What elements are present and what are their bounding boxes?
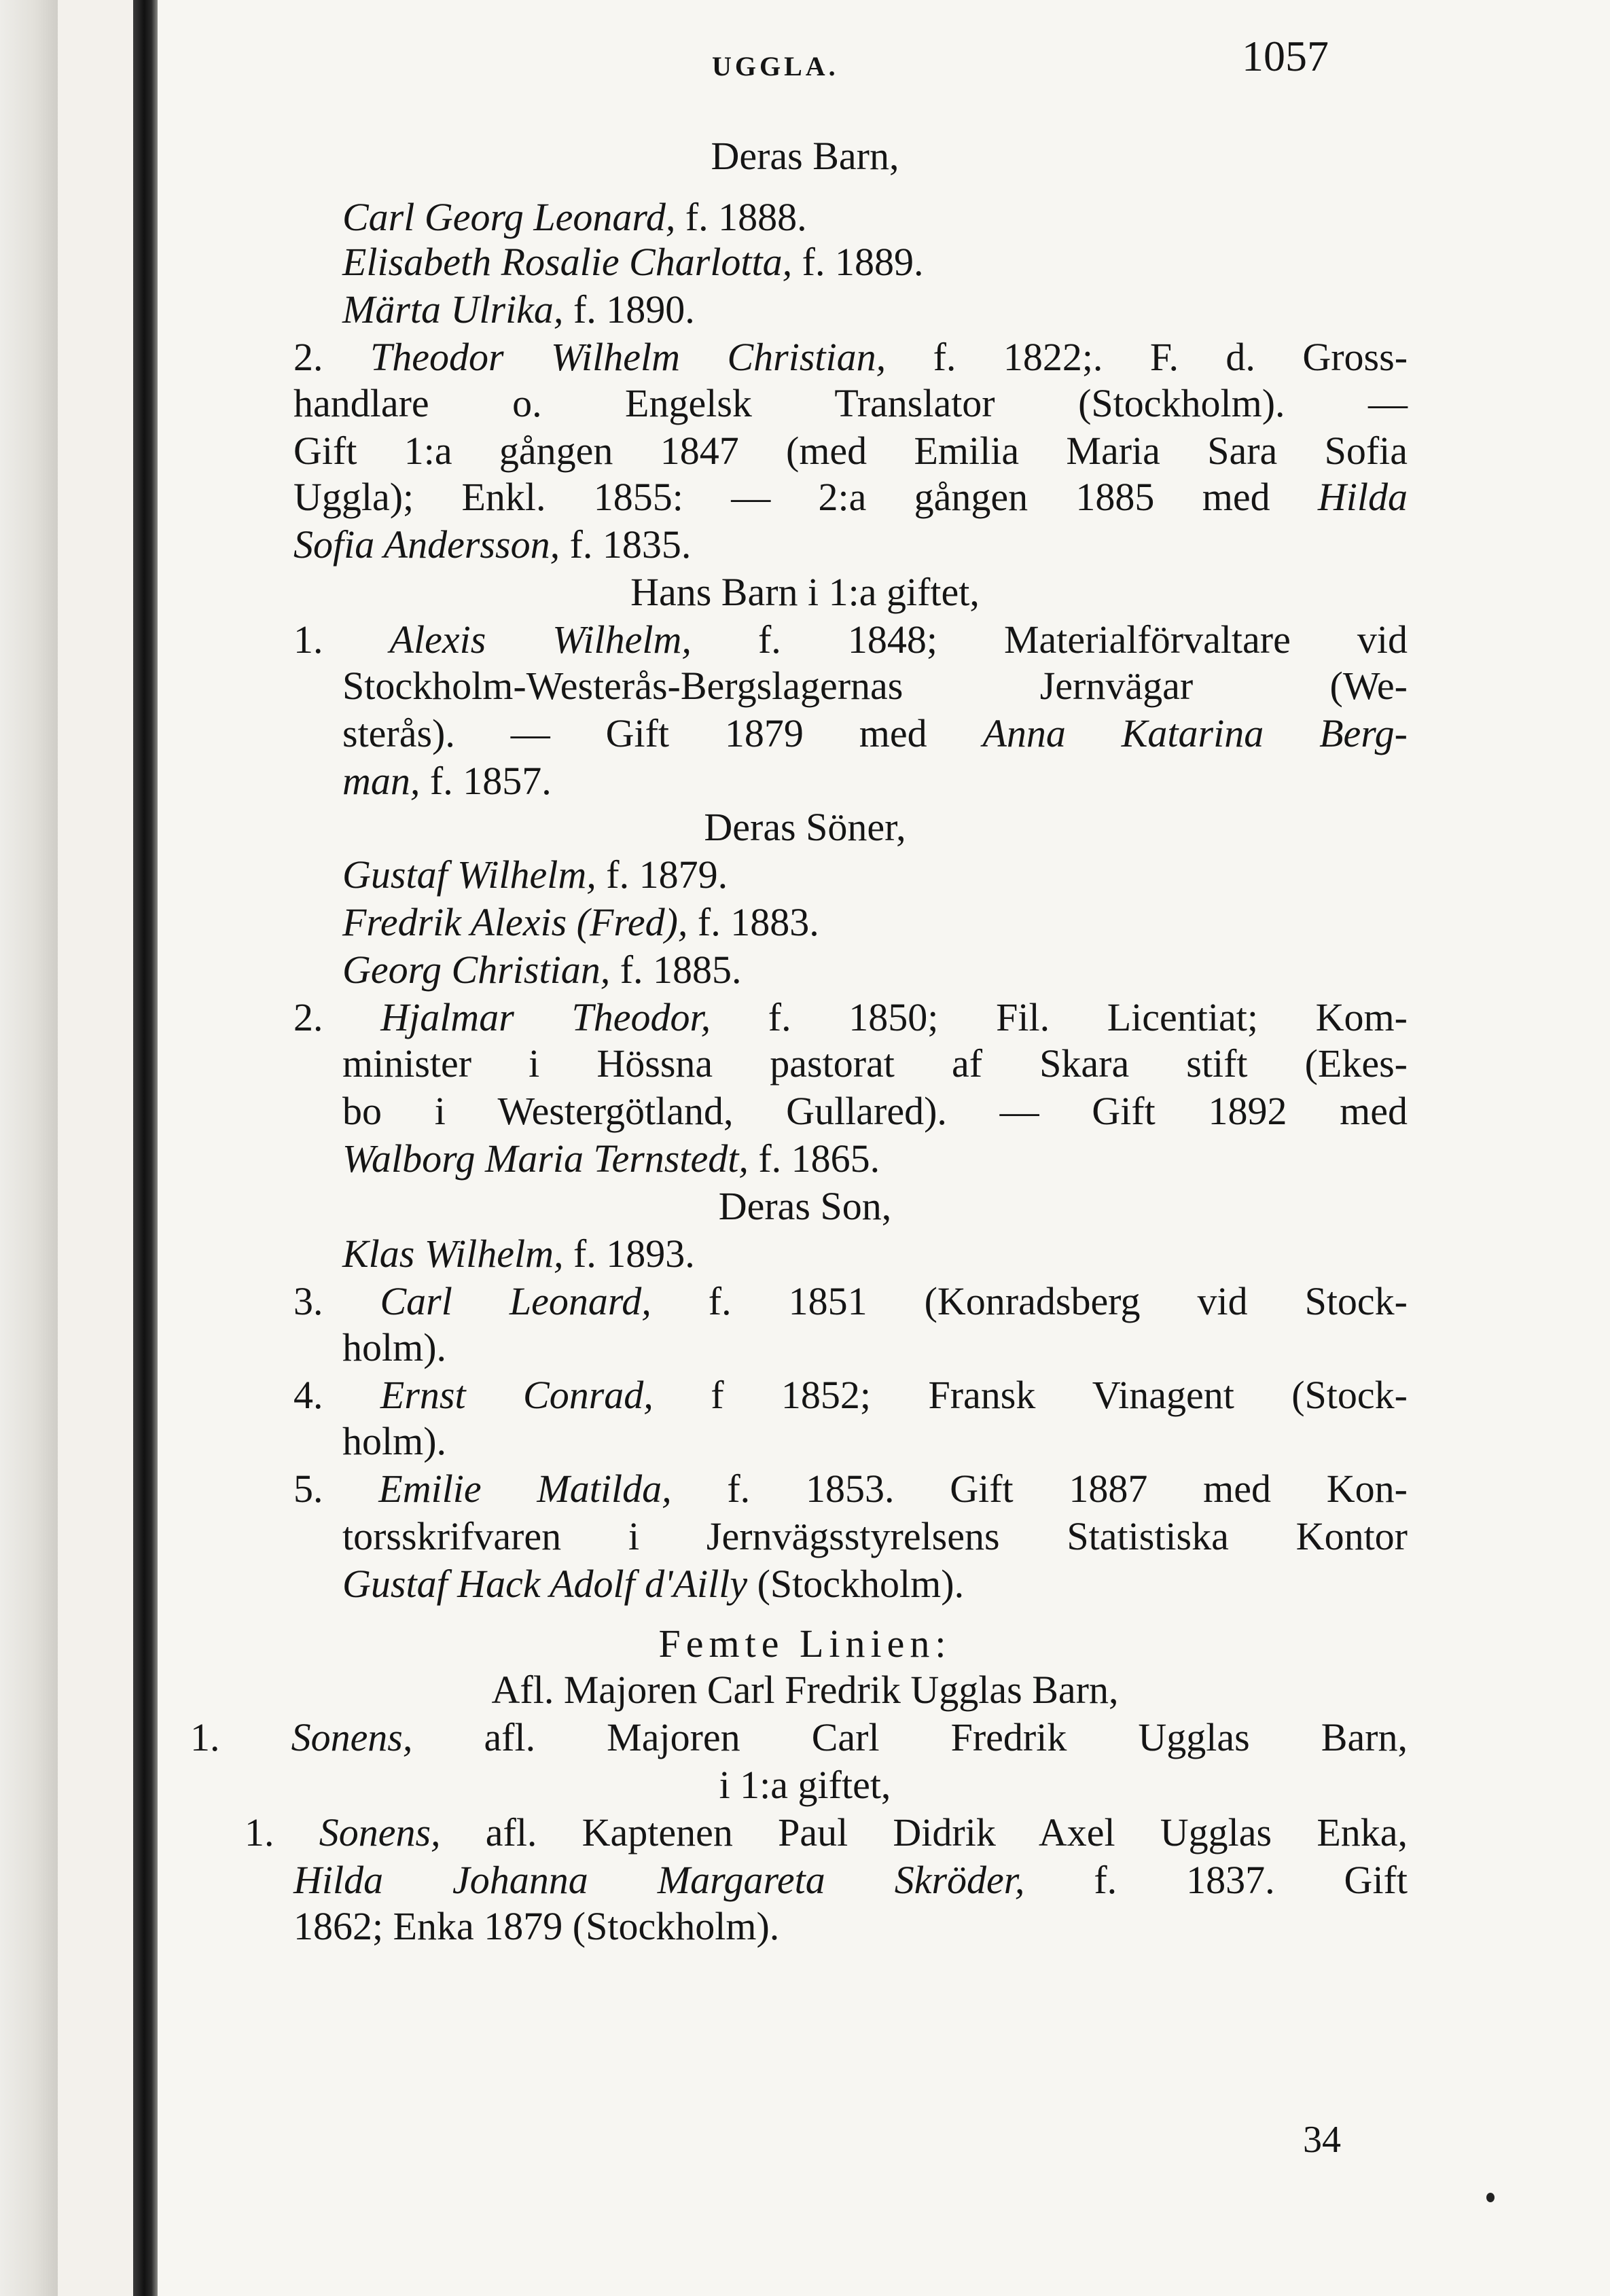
- text-line: minister i Hössna pastorat af Skara stift (Ekes-: [342, 1041, 1408, 1086]
- text-line: 3. Carl Leonard, f. 1851 (Konradsberg vid Stock-: [293, 1279, 1408, 1323]
- italic-name: Theodor Wilhelm Christian,: [370, 335, 887, 379]
- text-line: 1. Sonens, afl. Majoren Carl Fredrik Ugglas Barn,: [190, 1715, 1408, 1759]
- text-line: Deras Barn,: [711, 134, 899, 178]
- italic-name: Elisabeth Rosalie Charlotta,: [342, 240, 793, 284]
- text-line: Uggla); Enkl. 1855: — 2:a gången 1885 med Hilda: [293, 475, 1408, 519]
- text-line: 1. Sonens, afl. Kaptenen Paul Didrik Axel Ugglas Enka,: [245, 1810, 1408, 1854]
- italic-name: Alexis Wilhelm,: [389, 617, 692, 662]
- text-line: Deras Son,: [718, 1184, 892, 1228]
- text-line: holm).: [342, 1419, 447, 1463]
- text-line: bo i Westergötland, Gullared). — Gift 1892 med: [342, 1089, 1408, 1133]
- running-head-title: UGGLA.: [712, 51, 839, 82]
- text-line: Hans Barn i 1:a giftet,: [630, 570, 980, 614]
- text-line: torsskrifvaren i Jernvägsstyrelsens Statistiska Kontor: [342, 1514, 1408, 1558]
- signature-mark: 34: [1303, 2119, 1341, 2161]
- text-line: Gustaf Hack Adolf d'Ailly (Stockholm).: [342, 1562, 965, 1606]
- italic-name: Sofia Andersson,: [293, 522, 560, 567]
- italic-name: Gustaf Hack Adolf d'Ailly: [342, 1562, 748, 1606]
- italic-name: Carl Georg Leonard,: [342, 195, 676, 239]
- text-line: 2. Theodor Wilhelm Christian, f. 1822;. F. d. Gross-: [293, 335, 1408, 379]
- book-spine-shadow: [133, 0, 158, 2296]
- text-line: Gift 1:a gången 1847 (med Emilia Maria Sara Sofia: [293, 429, 1408, 473]
- italic-name: Anna Katarina Berg-: [982, 711, 1408, 755]
- italic-name: Fredrik Alexis (Fred),: [342, 900, 688, 944]
- text-line: Klas Wilhelm, f. 1893.: [342, 1232, 695, 1276]
- text-line: Gustaf Wilhelm, f. 1879.: [342, 853, 728, 897]
- text-line: Märta Ulrika, f. 1890.: [342, 287, 695, 331]
- text-line: holm).: [342, 1325, 447, 1369]
- italic-name: Georg Christian,: [342, 948, 611, 992]
- text-line: Hilda Johanna Margareta Skröder, f. 1837. Gift: [293, 1858, 1408, 1902]
- italic-name: Ernst Conrad,: [380, 1373, 654, 1417]
- text-line: Femte Linien:: [658, 1621, 952, 1666]
- text-line: Walborg Maria Ternstedt, f. 1865.: [342, 1136, 880, 1181]
- italic-name: Walborg Maria Ternstedt,: [342, 1136, 749, 1181]
- text-line: Deras Söner,: [704, 805, 906, 849]
- text-line: Carl Georg Leonard, f. 1888.: [342, 195, 807, 239]
- text-line: 5. Emilie Matilda, f. 1853. Gift 1887 med Kon-: [293, 1467, 1408, 1511]
- italic-name: Hilda: [1317, 475, 1408, 519]
- text-line: Stockholm-Westerås-Bergslagernas Jernvägar (We-: [342, 664, 1408, 708]
- text-line: Elisabeth Rosalie Charlotta, f. 1889.: [342, 240, 924, 284]
- text-line: i 1:a giftet,: [719, 1763, 891, 1807]
- italic-name: Emilie Matilda,: [378, 1467, 672, 1511]
- italic-name: Sonens,: [291, 1715, 413, 1759]
- book-binding-edge: [0, 0, 58, 2296]
- text-line: sterås). — Gift 1879 med Anna Katarina Berg-: [342, 711, 1408, 755]
- text-line: 2. Hjalmar Theodor, f. 1850; Fil. Licentiat; Kom-: [293, 995, 1408, 1039]
- text-line: 1. Alexis Wilhelm, f. 1848; Materialförvaltare vid: [293, 617, 1408, 662]
- text-line: Fredrik Alexis (Fred), f. 1883.: [342, 900, 819, 944]
- italic-name: Klas Wilhelm,: [342, 1232, 564, 1276]
- text-line: 4. Ernst Conrad, f 1852; Fransk Vinagent (Stock-: [293, 1373, 1408, 1417]
- text-line: Sofia Andersson, f. 1835.: [293, 522, 692, 567]
- italic-name: Hjalmar Theodor,: [380, 995, 711, 1039]
- italic-name: Märta Ulrika,: [342, 287, 564, 331]
- text-line: 1862; Enka 1879 (Stockholm).: [293, 1904, 780, 1948]
- text-line: man, f. 1857.: [342, 759, 552, 803]
- italic-name: Carl Leonard,: [380, 1279, 651, 1323]
- text-line: Georg Christian, f. 1885.: [342, 948, 742, 992]
- italic-name: Gustaf Wilhelm,: [342, 853, 596, 897]
- page-number: 1057: [1242, 32, 1329, 80]
- text-line: handlare o. Engelsk Translator (Stockholm). —: [293, 381, 1408, 425]
- italic-name: Sonens,: [319, 1810, 441, 1854]
- ink-speck: [1486, 2193, 1495, 2202]
- italic-name: Hilda Johanna Margareta Skröder,: [293, 1858, 1025, 1902]
- text-line: Afl. Majoren Carl Fredrik Ugglas Barn,: [491, 1668, 1119, 1712]
- italic-name: man,: [342, 759, 421, 803]
